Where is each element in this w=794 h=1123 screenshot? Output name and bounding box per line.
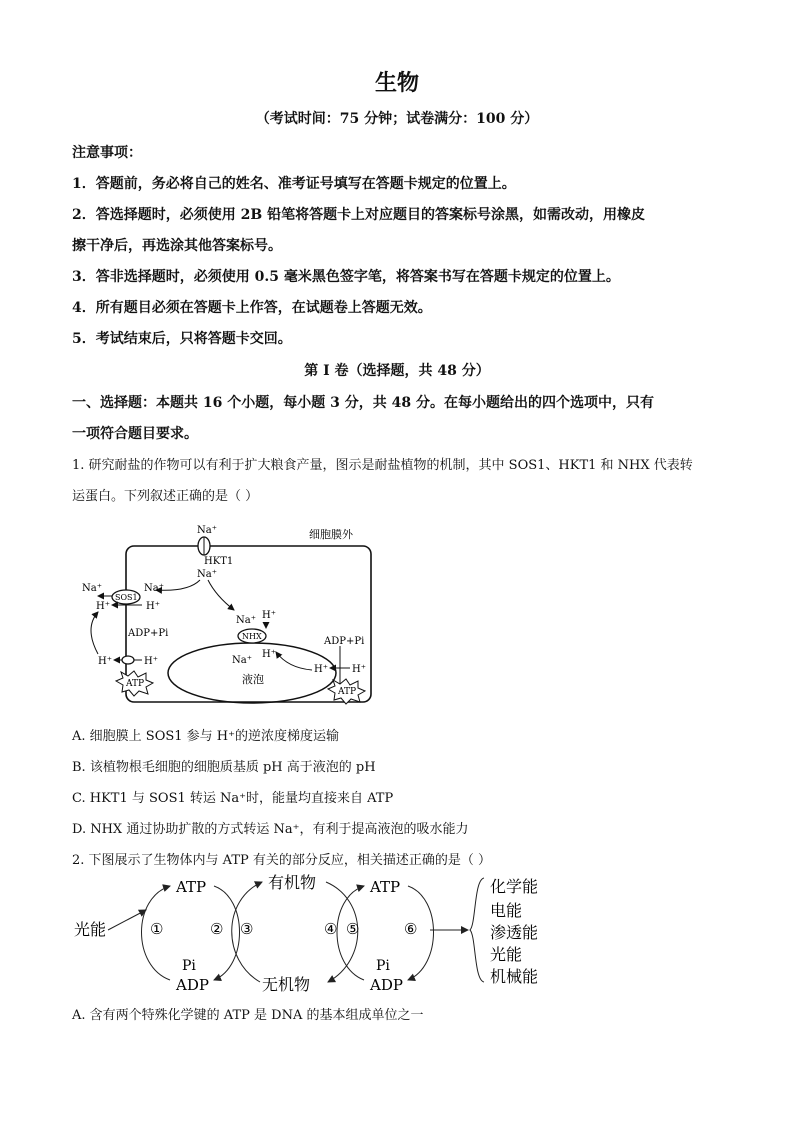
hkt1-label: HKT1 [204,556,234,567]
atp-label: ATP [176,878,207,896]
note-item: 5．考试结束后，只将答题卡交回。 [72,331,292,347]
note-item: 擦干净后，再选涂其他答案标号。 [72,238,282,254]
na-label: Na⁺ [232,655,252,666]
section-intro: 一项符合题目要求。 [72,426,198,442]
h-label: H⁺ [146,601,160,612]
na-label: Na⁺ [144,583,164,594]
vacuole-label: 液泡 [242,673,264,686]
q1-cell-diagram [76,518,376,708]
reaction-1-label: ① [150,920,164,938]
na-label: Na⁺ [82,583,102,594]
outside-label: 细胞膜外 [309,528,353,541]
atp-label: ATP [370,878,401,896]
question-2-stem: 2. 下图展示了生物体内与 ATP 有关的部分反应，相关描述正确的是（ ） [72,853,492,868]
note-item: 1．答题前，务必将自己的姓名、准考证号填写在答题卡规定的位置上。 [72,176,516,192]
inorganic-matter-label: 无机物 [262,975,311,994]
page-title: 生物 [374,70,419,96]
h-label: H⁺ [144,656,158,667]
h-label: H⁺ [262,649,276,660]
h-label: H⁺ [98,656,112,667]
pi-label: Pi [182,958,196,974]
atp-label: ATP [126,679,145,689]
adp-label: ADP [370,976,403,994]
energy-label: 光能 [490,945,523,964]
atp-label: ATP [338,687,357,697]
na-label: Na⁺ [236,615,256,626]
h-label: H⁺ [262,610,276,621]
adp-pi-label: ADP+Pi [128,628,169,639]
note-item: 4．所有题目必须在答题卡上作答，在试题卷上答题无效。 [72,300,432,316]
na-label: Na⁺ [197,569,217,580]
energy-label: 电能 [490,901,523,920]
q1-option-c[interactable]: C. HKT1 与 SOS1 转运 Na⁺时，能量均直接来自 ATP [72,791,394,806]
q2-atp-cycle-diagram [72,870,552,995]
adp-label: ADP [176,976,209,994]
reaction-5-label: ⑤ [346,920,360,938]
q1-option-d[interactable]: D. NHX 通过协助扩散的方式转运 Na⁺，有利于提高液泡的吸水能力 [72,822,469,837]
q1-option-b[interactable]: B. 该植物根毛细胞的细胞质基质 pH 高于液泡的 pH [72,760,376,775]
q2-option-a[interactable]: A. 含有两个特殊化学键的 ATP 是 DNA 的基本组成单位之一 [72,1008,424,1023]
q1-option-a[interactable]: A. 细胞膜上 SOS1 参与 H⁺的逆浓度梯度运输 [72,729,339,744]
section-intro: 一、选择题：本题共 16 个小题，每小题 3 分，共 48 分。在每小题给出的四个选项中，只有 [72,395,654,411]
na-label: Na⁺ [197,525,217,536]
h-label: H⁺ [314,664,328,675]
reaction-6-label: ⑥ [404,920,418,938]
nhx-label: NHX [242,632,262,641]
energy-label: 渗透能 [490,923,539,942]
reaction-3-label: ③ [240,920,254,938]
notes-heading: 注意事项： [72,145,142,161]
section-title: 第 I 卷（选择题，共 48 分） [304,363,490,379]
exam-info: （考试时间：75 分钟；试卷满分：100 分） [255,111,539,127]
reaction-4-label: ④ [324,920,338,938]
pi-label: Pi [376,958,390,974]
h-label: H⁺ [96,601,110,612]
question-1-stem: 运蛋白。下列叙述正确的是（ ） [72,489,259,504]
h-label: H⁺ [352,664,366,675]
energy-label: 机械能 [490,967,539,986]
note-item: 2．答选择题时，必须使用 2B 铅笔将答题卡上对应题目的答案标号涂黑，如需改动，用橡皮 [72,207,646,223]
organic-matter-label: 有机物 [268,873,317,892]
h-pump [122,656,134,664]
question-1-stem: 1. 研究耐盐的作物可以有利于扩大粮食产量，图示是耐盐植物的机制，其中 SOS1、HKT1 和 NHX 代表转 [72,458,693,473]
note-item: 3．答非选择题时，必须使用 0.5 毫米黑色签字笔，将答案书写在答题卡规定的位置上。 [72,269,620,285]
adp-pi-label: ADP+Pi [324,636,365,647]
sos1-label: SOS1 [115,593,138,602]
light-energy-label: 光能 [74,920,107,939]
energy-label: 化学能 [490,877,539,896]
reaction-2-label: ② [210,920,224,938]
